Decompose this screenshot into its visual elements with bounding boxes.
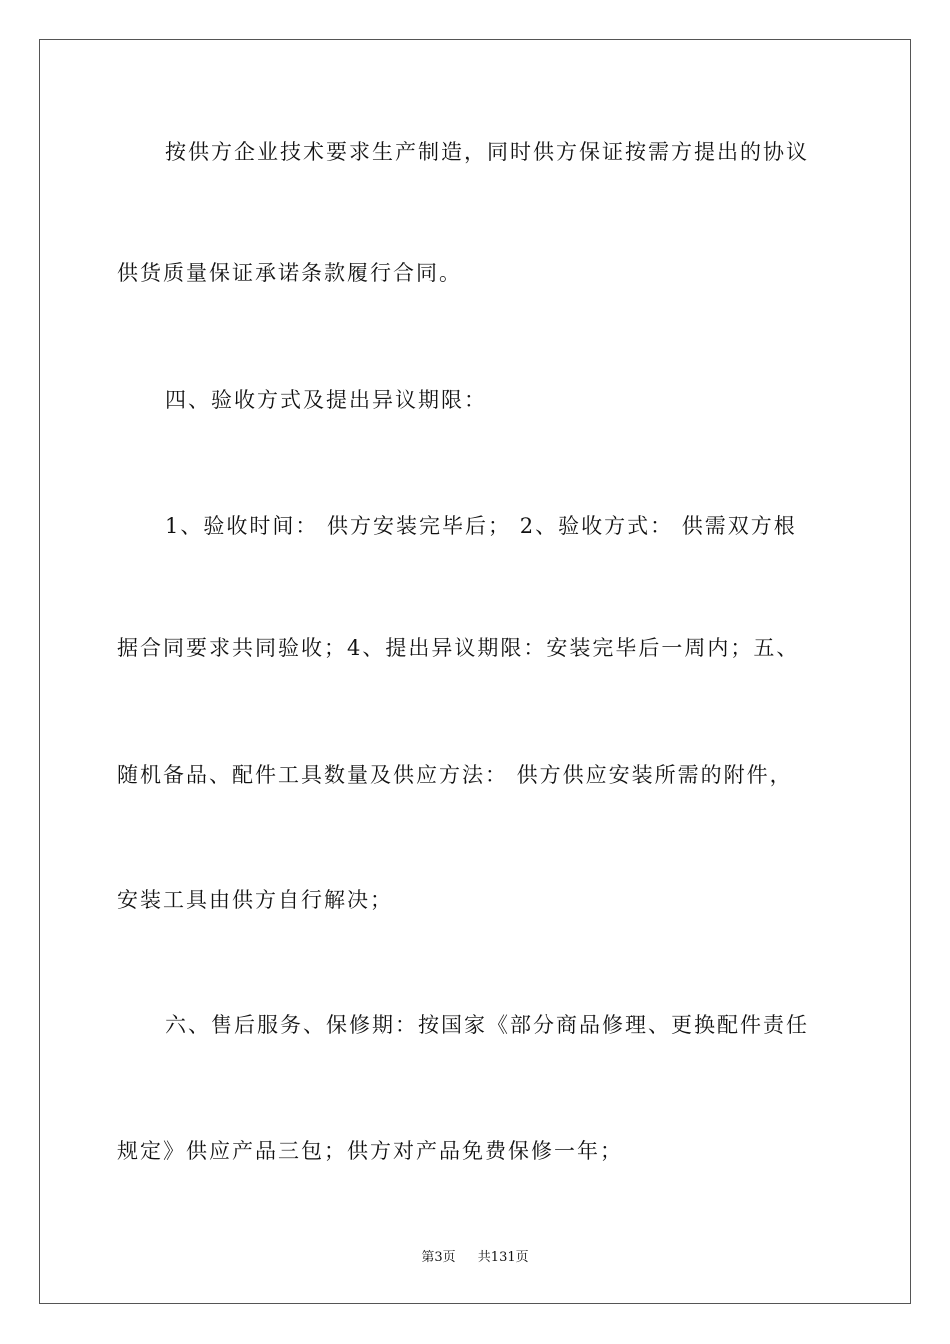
paragraph-line: 1、验收时间： 供方安装完毕后； 2、验收方式： 供需双方根	[165, 514, 797, 538]
page-number: 第3页	[421, 1250, 456, 1265]
paragraph-line: 安装工具由供方自行解决；	[117, 888, 393, 912]
paragraph-line: 规定》供应产品三包；供方对产品免费保修一年；	[117, 1139, 623, 1163]
paragraph-line: 据合同要求共同验收；4、提出异议期限：安装完毕后一周内；五、	[117, 636, 800, 660]
section-heading: 四、验收方式及提出异议期限：	[165, 388, 487, 412]
page-total: 共131页	[477, 1250, 529, 1265]
paragraph-line: 随机备品、配件工具数量及供应方法： 供方供应安装所需的附件，	[117, 763, 793, 787]
paragraph-line: 供货质量保证承诺条款履行合同。	[117, 261, 462, 285]
page-footer	[0, 1250, 950, 1266]
paragraph-line: 按供方企业技术要求生产制造，同时供方保证按需方提出的协议	[165, 140, 809, 164]
page-border	[39, 39, 911, 1304]
paragraph-line: 六、售后服务、保修期：按国家《部分商品修理、更换配件责任	[165, 1013, 809, 1037]
